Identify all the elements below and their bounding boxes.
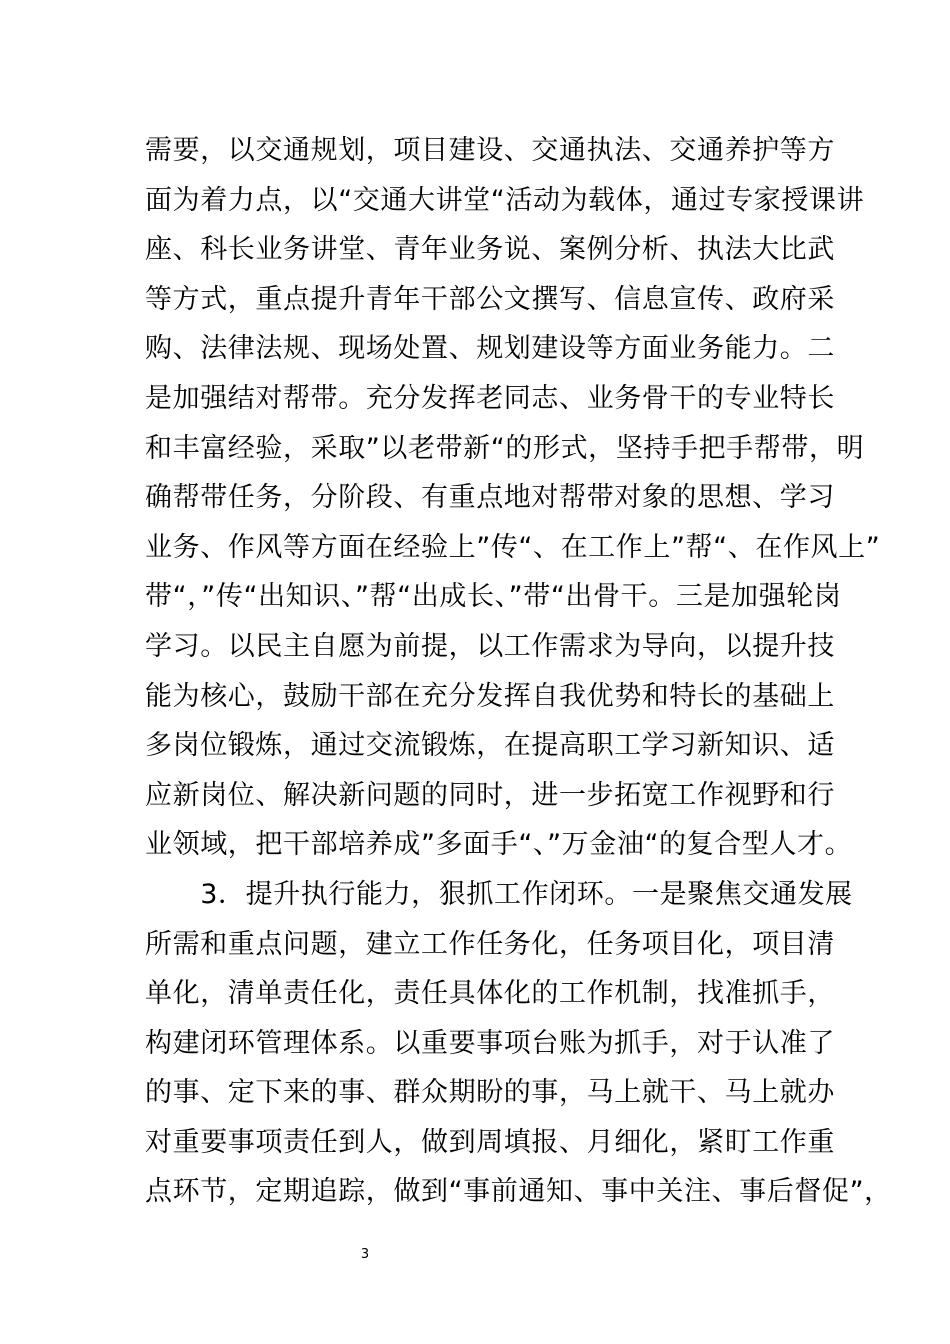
text-line: 面为着力点，以“交通大讲堂“活动为载体，通过专家授课讲 bbox=[145, 184, 865, 216]
body-text bbox=[145, 126, 892, 1217]
text-line: 需要，以交通规划，项目建设、交通执法、交通养护等方 bbox=[145, 135, 835, 166]
text-line: 学习。以民主自愿为前提，以工作需求为导向，以提升技 bbox=[145, 630, 835, 662]
text-line: 应新岗位、解决新问题的同时，进一步拓宽工作视野和行 bbox=[145, 779, 835, 811]
text-line: 对重要事项责任到人，做到周填报、月细化，紧盯工作重 bbox=[145, 1126, 835, 1158]
text-line: 业务、作风等方面在经验上”传“、在工作上”帮“、在作风上” bbox=[145, 531, 881, 563]
text-line: 能为核心，鼓励干部在充分发挥自我优势和特长的基础上 bbox=[145, 680, 835, 712]
text-line: 购、法律法规、现场处置、规划建设等方面业务能力。二 bbox=[145, 333, 835, 365]
text-line: 所需和重点问题，建立工作任务化，任务项目化，项目清 bbox=[145, 928, 835, 960]
text-line: 带“，”传“出知识、”帮“出成长、”带“出骨干。三是加强轮岗 bbox=[145, 581, 842, 613]
text-line: 和丰富经验，采取”以老带新“的形式，坚持手把手帮带，明 bbox=[145, 432, 865, 464]
text-line: 单化，清单责任化，责任具体化的工作机制，找准抓手， bbox=[145, 978, 835, 1010]
section-heading-line: 3．提升执行能力，狠抓工作闭环。一是聚焦交通发展 bbox=[145, 878, 853, 910]
text-line: 是加强结对帮带。充分发挥老同志、业务骨干的专业特长 bbox=[145, 382, 835, 414]
text-line: 多岗位锻炼，通过交流锻炼，在提高职工学习新知识、适 bbox=[145, 730, 835, 762]
page-number: 3 bbox=[360, 1247, 370, 1262]
text-line: 确帮带任务，分阶段、有重点地对帮带对象的思想、学习 bbox=[145, 482, 835, 514]
text-line: 等方式，重点提升青年干部公文撰写、信息宣传、政府采 bbox=[145, 283, 835, 315]
text-line: 的事、定下来的事、群众期盼的事，马上就干、马上就办 bbox=[145, 1077, 835, 1109]
text-line: 业领域，把干部培养成”多面手“、”万金油“的复合型人才。 bbox=[145, 829, 853, 861]
text-line: 座、科长业务讲堂、青年业务说、案例分析、执法大比武 bbox=[145, 234, 835, 266]
text-line: 点环节，定期追踪，做到“事前通知、事中关注、事后督促”， bbox=[145, 1176, 892, 1208]
text-line: 构建闭环管理体系。以重要事项台账为抓手，对于认准了 bbox=[145, 1027, 835, 1059]
